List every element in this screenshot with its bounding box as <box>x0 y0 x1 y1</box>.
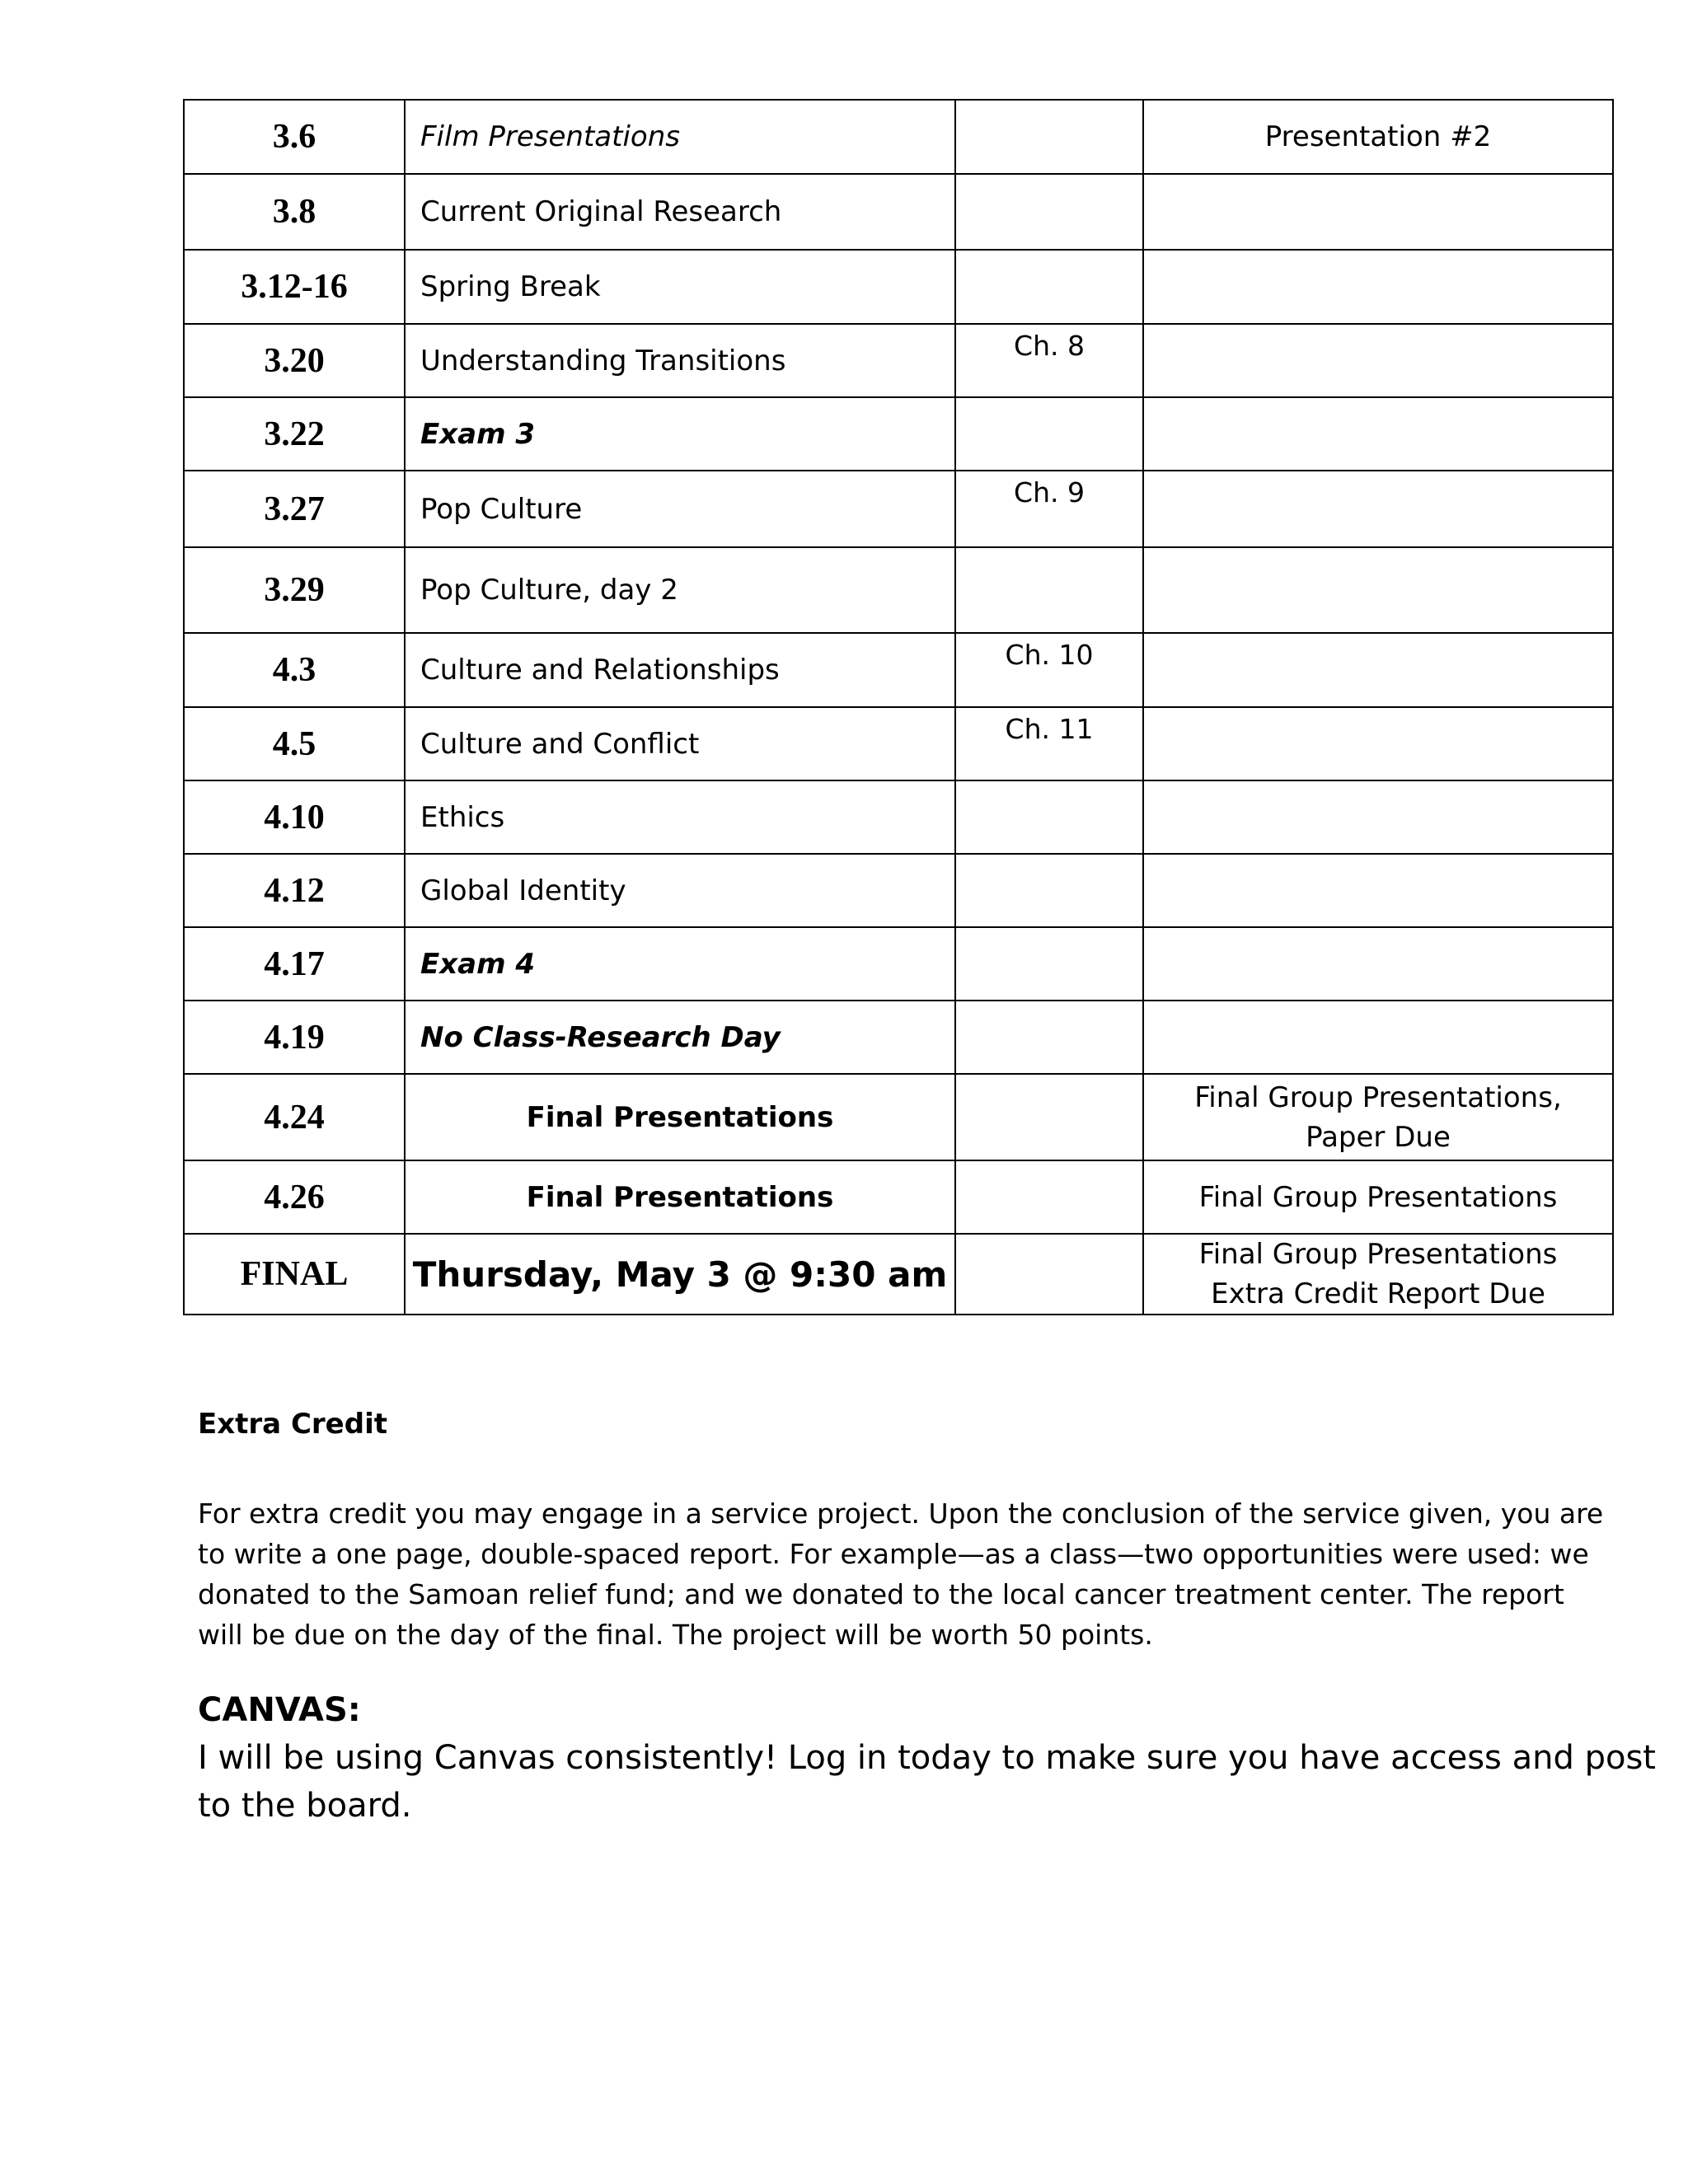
paragraph-line: For extra credit you may engage in a service project. Upon the conclusion of the service given, you are <box>198 1497 1604 1530</box>
date-cell: 3.22 <box>184 397 405 471</box>
due-cell <box>1143 927 1613 1001</box>
due-line: Extra Credit Report Due <box>1211 1277 1545 1310</box>
table-row <box>184 174 1613 250</box>
due-cell <box>1143 707 1613 780</box>
reading-cell <box>955 397 1143 471</box>
topic-cell: Final Presentations <box>405 1160 955 1234</box>
paragraph-line: to the board. <box>198 1787 412 1825</box>
date-cell: 4.5 <box>184 707 405 780</box>
date-cell: 3.8 <box>184 174 405 250</box>
date-cell: FINAL <box>184 1234 405 1315</box>
reading-cell <box>955 854 1143 927</box>
topic-cell: Culture and Conflict <box>405 707 955 780</box>
date-cell: 3.29 <box>184 547 405 633</box>
topic-cell: Culture and Relationships <box>405 633 955 707</box>
canvas-heading: CANVAS: <box>198 1691 361 1729</box>
table-row <box>184 324 1613 397</box>
due-line: Final Group Presentations <box>1198 1238 1558 1271</box>
canvas-paragraph <box>198 1734 1656 1830</box>
date-cell: 4.10 <box>184 780 405 854</box>
topic-cell: Pop Culture <box>405 471 955 547</box>
table-row <box>184 397 1613 471</box>
table-row <box>184 1001 1613 1074</box>
due-cell <box>1143 780 1613 854</box>
reading-cell <box>955 1234 1143 1315</box>
due-line: Paper Due <box>1306 1120 1451 1154</box>
topic-cell: Understanding Transitions <box>405 324 955 397</box>
reading-cell: Ch. 9 <box>955 471 1143 547</box>
due-cell <box>1143 547 1613 633</box>
paragraph-line: to write a one page, double-spaced report. For example—as a class—two opportunities were used: we <box>198 1538 1589 1570</box>
reading-cell <box>955 100 1143 174</box>
date-cell: 4.17 <box>184 927 405 1001</box>
extra-credit-heading: Extra Credit <box>198 1408 387 1441</box>
due-cell: Presentation #2 <box>1143 100 1613 174</box>
due-cell <box>1143 1234 1613 1315</box>
topic-cell: Exam 4 <box>405 927 955 1001</box>
topic-cell: Global Identity <box>405 854 955 927</box>
due-cell <box>1143 854 1613 927</box>
due-cell <box>1143 174 1613 250</box>
schedule-table <box>183 99 1614 1315</box>
topic-cell: Thursday, May 3 @ 9:30 am <box>405 1234 955 1315</box>
date-cell: 4.24 <box>184 1074 405 1160</box>
topic-cell: Ethics <box>405 780 955 854</box>
table-row <box>184 250 1613 324</box>
date-cell: 3.12-16 <box>184 250 405 324</box>
reading-cell: Ch. 11 <box>955 707 1143 780</box>
topic-cell: Spring Break <box>405 250 955 324</box>
reading-cell <box>955 780 1143 854</box>
table-row <box>184 780 1613 854</box>
table-row <box>184 854 1613 927</box>
due-cell <box>1143 1074 1613 1160</box>
table-row <box>184 100 1613 174</box>
table-row <box>184 1234 1613 1315</box>
reading-cell <box>955 1001 1143 1074</box>
extra-credit-paragraph <box>198 1493 1604 1655</box>
table-row <box>184 1160 1613 1234</box>
date-cell: 3.20 <box>184 324 405 397</box>
due-cell <box>1143 471 1613 547</box>
reading-cell <box>955 927 1143 1001</box>
date-cell: 3.6 <box>184 100 405 174</box>
topic-cell: Current Original Research <box>405 174 955 250</box>
table-row <box>184 633 1613 707</box>
date-cell: 4.12 <box>184 854 405 927</box>
reading-cell <box>955 250 1143 324</box>
topic-cell: No Class-Research Day <box>405 1001 955 1074</box>
due-cell <box>1143 633 1613 707</box>
reading-cell <box>955 174 1143 250</box>
due-cell <box>1143 397 1613 471</box>
table-row <box>184 471 1613 547</box>
due-cell: Final Group Presentations <box>1143 1160 1613 1234</box>
table-row <box>184 547 1613 633</box>
due-line: Final Group Presentations, <box>1194 1080 1562 1114</box>
date-cell: 3.27 <box>184 471 405 547</box>
topic-cell: Exam 3 <box>405 397 955 471</box>
reading-cell <box>955 1160 1143 1234</box>
paragraph-line: I will be using Canvas consistently! Log in today to make sure you have access and post <box>198 1739 1656 1777</box>
date-cell: 4.3 <box>184 633 405 707</box>
due-cell <box>1143 324 1613 397</box>
topic-cell: Pop Culture, day 2 <box>405 547 955 633</box>
reading-cell <box>955 1074 1143 1160</box>
date-cell: 4.19 <box>184 1001 405 1074</box>
reading-cell: Ch. 10 <box>955 633 1143 707</box>
paragraph-line: will be due on the day of the final. The project will be worth 50 points. <box>198 1619 1153 1651</box>
topic-cell: Film Presentations <box>405 100 955 174</box>
table-row <box>184 927 1613 1001</box>
reading-cell <box>955 547 1143 633</box>
due-cell <box>1143 250 1613 324</box>
date-cell: 4.26 <box>184 1160 405 1234</box>
table-row <box>184 1074 1613 1160</box>
reading-cell: Ch. 8 <box>955 324 1143 397</box>
table-row <box>184 707 1613 780</box>
paragraph-line: donated to the Samoan relief fund; and we donated to the local cancer treatment center. The report <box>198 1578 1564 1610</box>
due-cell <box>1143 1001 1613 1074</box>
topic-cell: Final Presentations <box>405 1074 955 1160</box>
